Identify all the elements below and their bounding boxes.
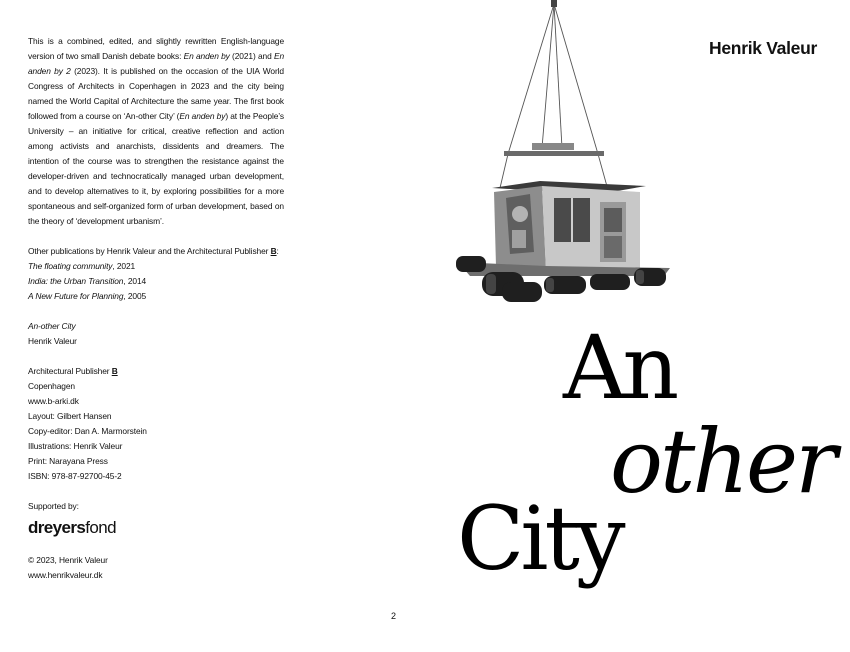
cover-author: Henrik Valeur [709,38,817,58]
copyright: © 2023, Henrik Valeur [28,555,108,565]
colophon-line: Illustrations: Henrik Valeur [28,441,123,451]
supported-by-label: Supported by: [28,501,79,511]
cover-title-other: other [610,410,835,513]
intro-text: (2023). It is published on the occasion of the UIA World Congress of Architects in Copenhagen in 2023 and the city being named the World Capital of Architecture the same year. The first book followed from a course on ‘An-other City’ ( [28,66,284,121]
page-number: 2 [391,611,397,621]
intro-text: ) at the People’s University – an initiative for critical, creative reflection and action among activists and anarchists, dissidents and dreamers. The intention of the course was to strengthen the resistance against the developer-driven and technocratically managed urban development, and to develop alternatives to it, by exploring possibilities for a more spontaneous and self-organized form of urban development, based on the theory of ‘development urbanism’. [28,111,284,226]
isbn: ISBN: 978-87-92700-45-2 [28,471,122,481]
author-website: www.henrikvaleur.dk [28,570,103,580]
publisher-b-mark: B [111,366,118,376]
publisher-b-mark: B [270,246,277,256]
colophon-line: Copy-editor: Dan A. Marmorstein [28,426,147,436]
publication-item: A New Future for Planning, 2005 [28,291,147,301]
other-publications-heading: Other publications by Henrik Valeur and the Architectural Publisher B: [28,246,279,256]
colophon-line: Copenhagen [28,381,75,391]
colophon-column [28,34,284,583]
intro-paragraph [28,34,284,229]
intro-text: This is a combined, edited, and slightly rewritten English-language version of two small Danish debate books: [28,36,284,61]
intro-book-title: En anden by [179,111,226,121]
publisher-line: Architectural Publisher B [28,366,118,376]
book-author: Henrik Valeur [28,336,77,346]
floating-house-illustration [450,0,675,310]
publication-item: The floating community, 2021 [28,261,136,271]
colophon-line: Layout: Gilbert Hansen [28,411,112,421]
book-title: An-other City [28,321,76,331]
colophon-line: Print: Narayana Press [28,456,108,466]
intro-text: (2021) and [229,51,274,61]
publication-item: India: the Urban Transition, 2014 [28,276,147,286]
cover-title-city: City [457,487,622,590]
dreyersfond-logo: dreyersfond [28,518,116,537]
publisher-website: www.b-arki.dk [28,396,79,406]
cover-title-an: An [563,316,676,419]
intro-book-title: En anden by 2 [28,51,284,76]
intro-book-title: En anden by [183,51,230,61]
